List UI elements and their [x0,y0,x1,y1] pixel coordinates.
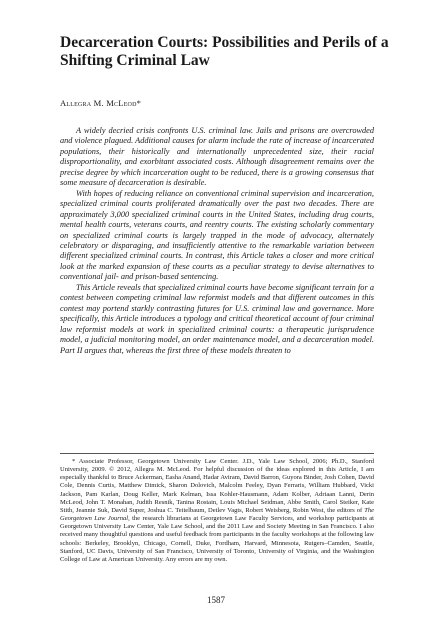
footnote-text-end: , the research librarians at Georgetown Law Faculty Services, and workshop participants at Georgetown University Law Center, Yale Law School, and the 2011 Law and Society Meeting in San Francisco. I also received many thoughtful questions and useful feedback from participants in the faculty workshops at the following law schools: Berkeley, Brooklyn, Chicago, Cornell, Duke, Fordham, Harvard, Minnesota, Rutgers–Camden, Seattle, Stanford, UC Davis, University of San Francisco, University of Toronto, University of Virginia, and the Washington College of Law at American University. Any errors are my own. [60,515,374,563]
abstract [60,126,374,356]
footnote-text-start: * Associate Professor, Georgetown University Law Center. J.D., Yale Law School, 2006; Ph.D., Stanford University, 2009. © 2012, Allegra M. McLeod. For helpful discussion of the ideas explored in this Article, I am especially thankful to Bruce Ackerman, Easha Anand, Hadar Aviram, David Barron, Guyora Binder, Josh Cohen, David Cole, Dennis Curtis, Matthew Dimick, Sharon Dolovich, Malcolm Feeley, Dyan Ferraris, William Hubbard, Vicki Jackson, Pam Karlan, Doug Keller, Mark Kelman, Issa Kohler-Hausmann, Adam Kolber, Adriaan Lanni, Derin McLeod, John T. Monahan, Judith Resnik, Tanina Rostain, Louis Michael Seidman, Abbe Smith, Carol Steiker, Kate Stith, Jeannie Suk, David Super, Joshua C. Teitelbaum, Detlev Vagts, Robert Weisberg, Robin West, the editors of [60,458,374,514]
page-number: 1587 [207,595,225,605]
author-first-name: Allegra [60,98,92,108]
author-line [60,98,141,108]
footnote-journal-name: The Georgetown Law Journal [60,506,374,523]
footnote-paragraph [60,458,374,564]
author-initial: M. [93,98,104,108]
footnote-divider [60,453,374,454]
article-title: Decarceration Courts: Possibilities and Perils of a Shifting Criminal Law [60,34,389,69]
author-footnote-mark: * [136,98,142,108]
abstract-paragraph-2: With hopes of reducing reliance on conventional criminal supervision and incarceration, specialized criminal courts proliferated dramatically over the past two decades. There are approximately 3,000 specialized criminal courts in the United States, including drug courts, mental health courts, veterans courts, and reentry courts. The existing scholarly commentary on specialized criminal courts is largely trapped in the mode of advocacy, alternately celebratory or disparaging, and insufficiently attentive to the remarkable variation between different specialized criminal courts. In contrast, this Article takes a closer and more critical look at the marked expansion of these courts as a peculiar strategy to devise alternatives to conventional jail- and prison-based sentencing. [60,188,374,282]
author-last-name: McLeod [106,98,137,108]
abstract-paragraph-3: This Article reveals that specialized criminal courts have become significant terrain for a contest between competing criminal law reformist models and that different outcomes in this contest may portend starkly contrasting futures for U.S. criminal law and governance. More specifically, this Article introduces a typology and critical theoretical account of four criminal law reformist models at work in specialized criminal courts: a therapeutic jurisprudence model, a judicial monitoring model, an order maintenance model, and a decarceration model. Part II argues that, whereas the first three of these models threaten to [60,282,374,355]
author-footnote [60,458,374,564]
abstract-paragraph-1: A widely decried crisis confronts U.S. criminal law. Jails and prisons are overcrowded and violence plagued. Additional causes for alarm include the rate of increase of incarcerated populations, their historically and internationally unprecedented size, their racial disproportionality, and exorbitant associated costs. Although disagreement remains over the precise degree by which incarceration ought to be reduced, there is a growing consensus that some measure of decarceration is desirable. [60,126,374,188]
